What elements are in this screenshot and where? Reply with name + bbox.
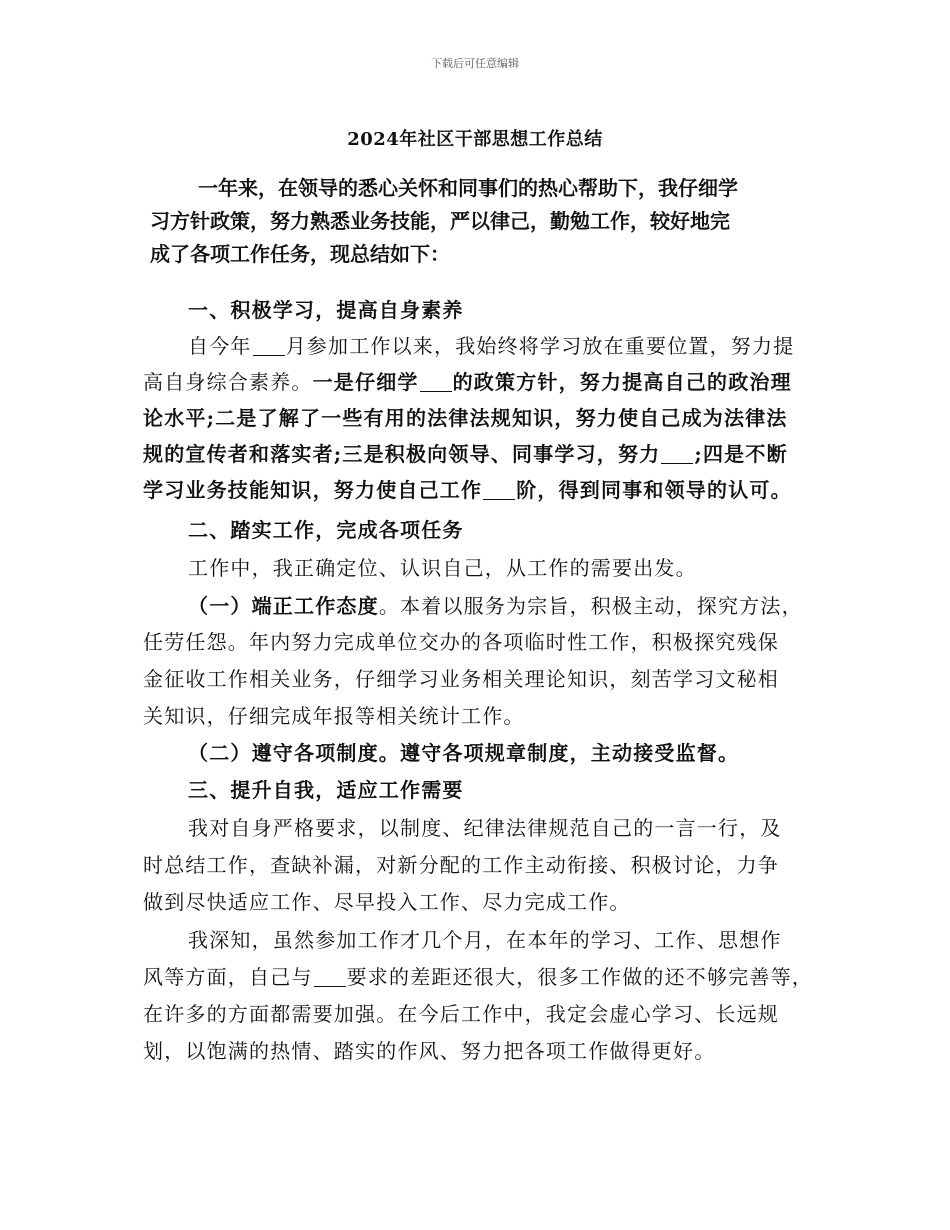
text: 学习业务技能知识，努力使自己工作 — [143, 478, 483, 502]
text: 高自身综合素养。 — [143, 370, 313, 394]
blank — [314, 966, 346, 987]
section-2-line-1: 工作中，我正确定位、认识自己，从工作的需要出发。 — [188, 556, 697, 580]
section-2-sub-1-line-3: 金征收工作相关业务，仔细学习业务相关理论知识，刻苦学习文秘相 — [143, 667, 779, 691]
blank — [483, 479, 515, 500]
section-1-line-4 — [143, 438, 788, 471]
section-3-heading: 三、提升自我，适应工作需要 — [188, 778, 464, 802]
text: 一是仔细学 — [312, 370, 419, 394]
text: 的政策方针，努力提高自己的政治理 — [452, 370, 792, 394]
intro-line-1: 一年来，在领导的悉心关怀和同事们的热心帮助下，我仔细学 — [198, 176, 738, 200]
section-2-sub-1-line-2: 任劳任怨。年内努力完成单位交办的各项临时性工作，积极探究残保 — [143, 630, 779, 654]
sub-title: （一）端正工作态度 — [188, 594, 379, 618]
intro-line-2: 习方针政策，努力熟悉业务技能，严以律己，勤勉工作，较好地完 — [150, 209, 730, 233]
text: 自今年 — [188, 334, 252, 358]
blank — [420, 371, 452, 392]
text: 要求的差距还很大，很多工作做的还不够完善等， — [346, 965, 814, 989]
section-1-line-1 — [188, 330, 794, 363]
section-3-line-5 — [143, 961, 813, 994]
header-note: 下载后可任意编辑 — [431, 57, 519, 70]
section-3-line-6: 在许多的方面都需要加强。在今后工作中，我定会虚心学习、长远规 — [143, 1002, 779, 1026]
section-1-line-5 — [143, 474, 792, 507]
text: 月参加工作以来，我始终将学习放在重要位置，努力提 — [285, 334, 795, 358]
section-2-sub-1-line-4: 关知识，仔细完成年报等相关统计工作。 — [143, 704, 525, 728]
text: ;四是不断 — [694, 442, 788, 466]
page-title: 2024年社区干部思想工作总结 — [347, 129, 603, 150]
section-3-line-2: 时总结工作，查缺补漏，对新分配的工作主动衔接、积极讨论，力争 — [143, 853, 779, 877]
section-3-line-1: 我对自身严格要求，以制度、纪律法律规范自己的一言一行，及 — [188, 816, 782, 840]
section-3-line-4: 我深知，虽然参加工作才几个月，在本年的学习、工作、思想作 — [188, 928, 782, 952]
section-3-line-3: 做到尽快适应工作、尽早投入工作、尽力完成工作。 — [143, 890, 631, 914]
blank — [661, 443, 693, 464]
text: 阶，得到同事和领导的认可。 — [516, 478, 792, 502]
text: 风等方面，自己与 — [143, 965, 313, 989]
intro-line-3: 成了各项工作任务，现总结如下： — [150, 242, 450, 266]
section-2-heading: 二、踏实工作，完成各项任务 — [188, 518, 464, 542]
section-2-sub-1 — [188, 590, 803, 623]
section-3-line-7: 划，以饱满的热情、踏实的作风、努力把各项工作做得更好。 — [143, 1039, 716, 1063]
section-1-heading: 一、积极学习，提高自身素养 — [188, 298, 464, 322]
section-1-line-3: 论水平;二是了解了一些有用的法律法规知识，努力使自己成为法律法 — [143, 406, 788, 430]
text: 规的宣传者和落实者;三是积极向领导、同事学习，努力 — [143, 442, 661, 466]
section-2-sub-2: （二）遵守各项制度。遵守各项规章制度，主动接受监督。 — [188, 741, 740, 765]
blank — [253, 335, 285, 356]
text: 。本着以服务为宗旨，积极主动，探究方法， — [378, 594, 803, 618]
section-1-line-2 — [143, 366, 792, 399]
